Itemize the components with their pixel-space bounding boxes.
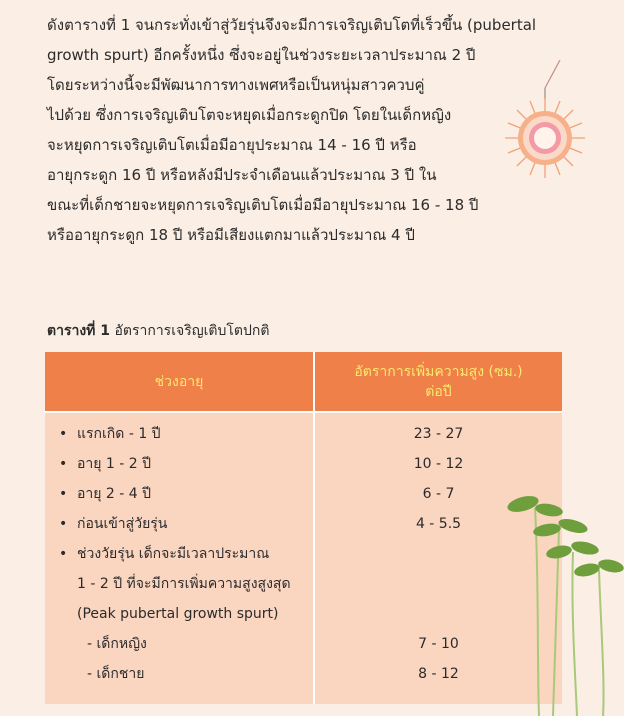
table-row xyxy=(45,539,562,569)
row-rate-value: 8 - 12 xyxy=(418,666,459,682)
header-height-rate-line2: ต่อปี xyxy=(425,383,452,400)
caption-label: ตารางที่ 1 xyxy=(47,323,111,339)
paragraph-line: โดยระหว่างนี้จะมีพัฒนาการทางเพศหรือเป็นหนุ่มสาวควบคู่ xyxy=(47,76,425,94)
table-caption xyxy=(47,320,269,342)
header-age-range: ช่วงอายุ xyxy=(154,373,204,390)
paragraph-line: หรืออายุกระดูก 18 ปี หรือมีเสียงแตกมาแล้วประมาณ 4 ปี xyxy=(47,226,415,244)
table-row xyxy=(45,599,562,629)
header-height-rate xyxy=(315,352,562,411)
bullet: • xyxy=(59,516,68,532)
row-age-label: แรกเกิด - 1 ปี xyxy=(77,426,161,442)
growth-rate-table xyxy=(45,352,562,704)
sprouts-icon xyxy=(495,490,624,716)
row-age-label: ก่อนเข้าสู่วัยรุ่น xyxy=(77,516,168,532)
row-age-label: 1 - 2 ปี ที่จะมีการเพิ่มความสูงสูงสุด xyxy=(77,576,291,592)
row-rate-value: 6 - 7 xyxy=(422,486,455,502)
paragraph-line: อายุกระดูก 16 ปี หรือหลังมีประจำเดือนแล้วประมาณ 3 ปี ใน xyxy=(47,166,437,184)
hanging-sun-ornament-icon xyxy=(495,60,605,190)
paragraph-line: จะหยุดการเจริญเติบโตเมื่อมีอายุประมาณ 14 - 16 ปี หรือ xyxy=(47,136,417,154)
row-age-label: - เด็กหญิง xyxy=(87,636,147,652)
row-rate-value: 7 - 10 xyxy=(418,636,459,652)
table-row xyxy=(45,629,562,659)
paragraph-line: ขณะที่เด็กชายจะหยุดการเจริญเติบโตเมื่อมีอายุประมาณ 16 - 18 ปี xyxy=(47,196,479,214)
table-row xyxy=(45,449,562,479)
table-row xyxy=(45,419,562,449)
row-rate-value: 4 - 5.5 xyxy=(415,516,462,532)
bullet: • xyxy=(59,546,68,562)
table-row xyxy=(45,659,562,689)
row-age-label: ช่วงวัยรุ่น เด็กจะมีเวลาประมาณ xyxy=(77,546,270,562)
paragraph-line: ดังตารางที่ 1 จนกระทั่งเข้าสู่วัยรุ่นจึงจะมีการเจริญเติบโตที่เร็วขึ้น (pubertal xyxy=(47,16,537,34)
row-age-label: - เด็กชาย xyxy=(87,666,145,682)
header-height-rate-line1: อัตราการเพิ่มความสูง (ซม.) xyxy=(354,363,523,380)
table-row xyxy=(45,509,562,539)
table-row xyxy=(45,479,562,509)
row-age-label: อายุ 1 - 2 ปี xyxy=(77,456,152,472)
paragraph-line: ไปด้วย ซึ่งการเจริญเติบโตจะหยุดเมื่อกระดูกปิด โดยในเด็กหญิง xyxy=(47,106,452,124)
paragraph-line: growth spurt) อีกครั้งหนึ่ง ซึ่งจะอยู่ในช่วงระยะเวลาประมาณ 2 ปี xyxy=(47,46,476,64)
row-age-label: (Peak pubertal growth spurt) xyxy=(77,606,279,622)
body-paragraph xyxy=(47,10,547,250)
row-age-label: อายุ 2 - 4 ปี xyxy=(77,486,152,502)
bullet: • xyxy=(59,486,68,502)
bullet: • xyxy=(59,426,68,442)
caption-text: อัตราการเจริญเติบโตปกติ xyxy=(110,323,270,339)
row-rate-value: 10 - 12 xyxy=(413,456,464,472)
table-header xyxy=(45,352,562,413)
table-row xyxy=(45,569,562,599)
bullet: • xyxy=(59,456,68,472)
row-rate-value: 23 - 27 xyxy=(413,426,464,442)
